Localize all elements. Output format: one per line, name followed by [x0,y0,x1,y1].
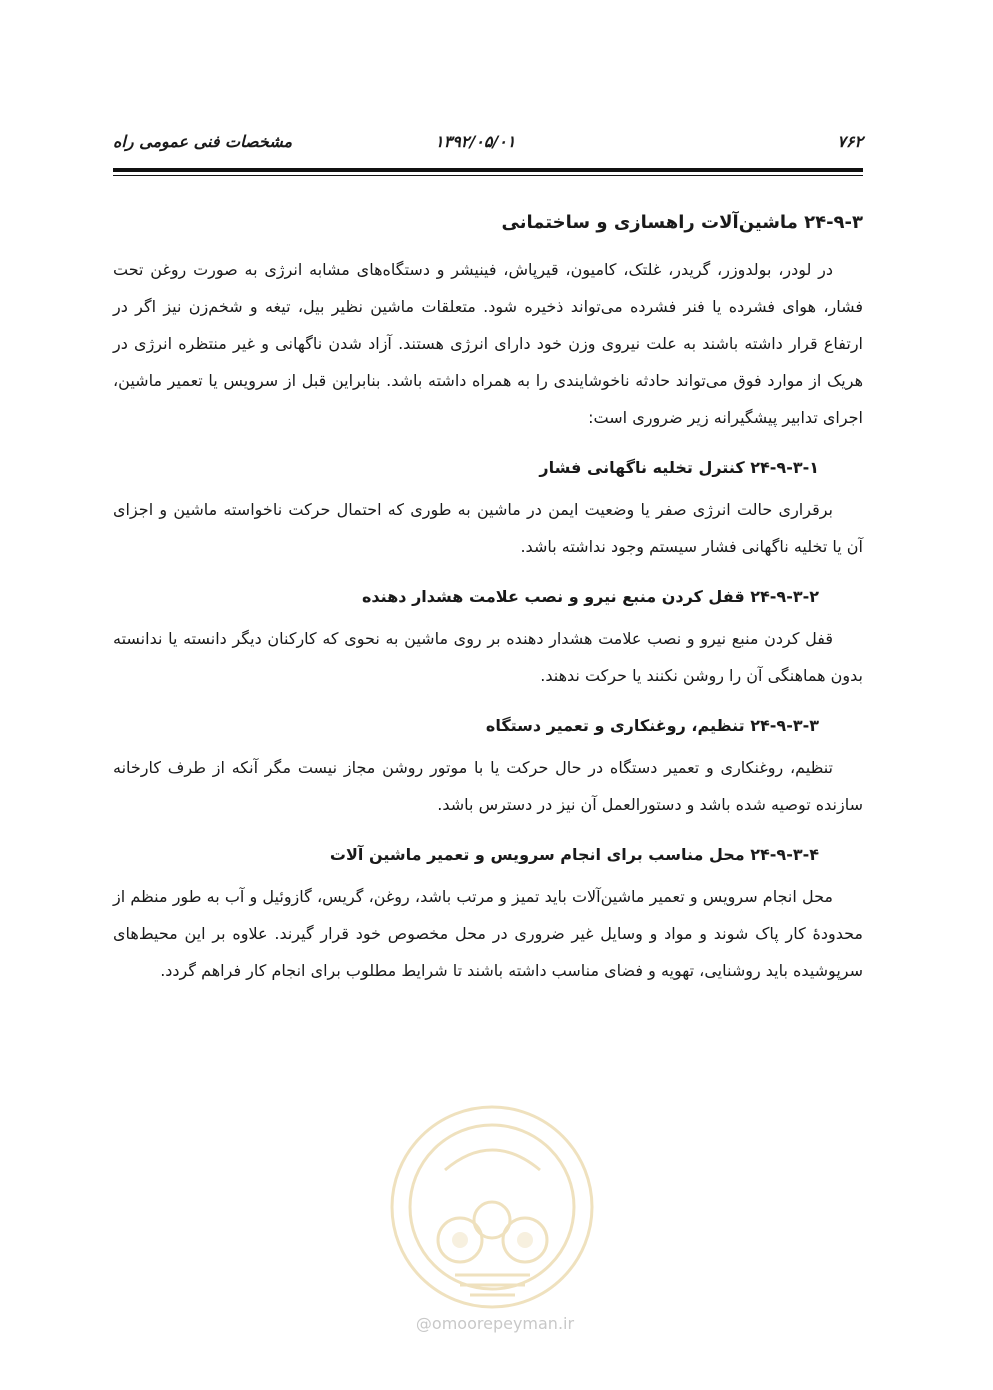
subsection-heading-2: ۲۴-۹-۳-۲ قفل کردن منبع نیرو و نصب علامت هشدار دهنده [361,587,819,606]
subsection-heading-3: ۲۴-۹-۳-۳ تنظیم، روغنکاری و تعمیر دستگاه [485,716,819,735]
watermark-url: @omoorepeyman.ir [415,1314,575,1333]
subsection-heading-1: ۲۴-۹-۳-۱ کنترل تخلیه ناگهانی فشار [539,458,819,477]
subsection-body-4: محل انجام سرویس و تعمیر ماشین‌آلات باید تمیز و مرتب باشد، روغن، گریس، گازوئیل و آب به طور منظم از محدودهٔ کار پاک شوند و مواد و وسایل غیر ضروری در محل مخصوص خود قرار گیرند. علاوه بر این محیط‌های سرپوشیده باید روشنایی، تهویه و فضای مناسب داشته باشند تا شرایط مطلوب برای انجام کار فراهم گردد. [113,887,863,980]
page-number: ۷۶۲ [837,132,863,151]
header-title: مشخصات فنی عمومی راه [113,132,293,151]
subsection-heading-4: ۲۴-۹-۳-۴ محل مناسب برای انجام سرویس و تعمیر ماشین آلات [329,845,819,864]
watermark-logo [385,1100,600,1315]
header-rule-thick [113,168,863,172]
section-heading: ۲۴-۹-۳ ماشین‌آلات راهسازی و ساختمانی [501,212,863,233]
header-date: ۱۳۹۲/۰۵/۰۱ [435,132,516,151]
subsection-body-3: تنظیم، روغنکاری و تعمیر دستگاه در حال حرکت یا با موتور روشن مجاز نیست مگر آنکه از طرف کارخانه سازنده توصیه شده باشد و دستورالعمل آن نیز در دسترس باشد. [113,758,863,814]
page-header [113,128,863,160]
intro-paragraph: در لودر، بولدوزر، گریدر، غلتک، کامیون، قیرپاش، فینیشر و دستگاه‌های مشابه انرژی به صورت روغن تحت فشار، هوای فشرده یا فنر فشرده می‌تواند ذخیره شود. متعلقات ماشین نظیر بیل، تیغه و شخم‌زن نیز اگر در ارتفاع قرار داشته باشند به علت نیروی وزن خود دارای انرژی هستند. آزاد شدن ناگهانی و غیر منتظره انرژی در هریک از موارد فوق می‌تواند حادثه ناخوشایندی را به همراه داشته باشد. بنابراین قبل از سرویس یا تعمیر ماشین، اجرای تدابیر پیشگیرانه زیر ضروری است: [113,260,863,427]
subsection-body-1: برقراری حالت انرژی صفر یا وضعیت ایمن در ماشین به طوری که احتمال حرکت ناخواسته ماشین و اجزای آن یا تخلیه ناگهانی فشار سیستم وجود نداشته باشد. [113,500,863,556]
header-rule-thin [113,175,863,176]
subsection-body-2: قفل کردن منبع نیرو و نصب علامت هشدار دهنده بر روی ماشین به نحوی که کارکنان دیگر دانسته یا ندانسته بدون هماهنگی آن را روشن نکنند یا حرکت ندهند. [113,629,863,685]
document-body [113,212,863,989]
